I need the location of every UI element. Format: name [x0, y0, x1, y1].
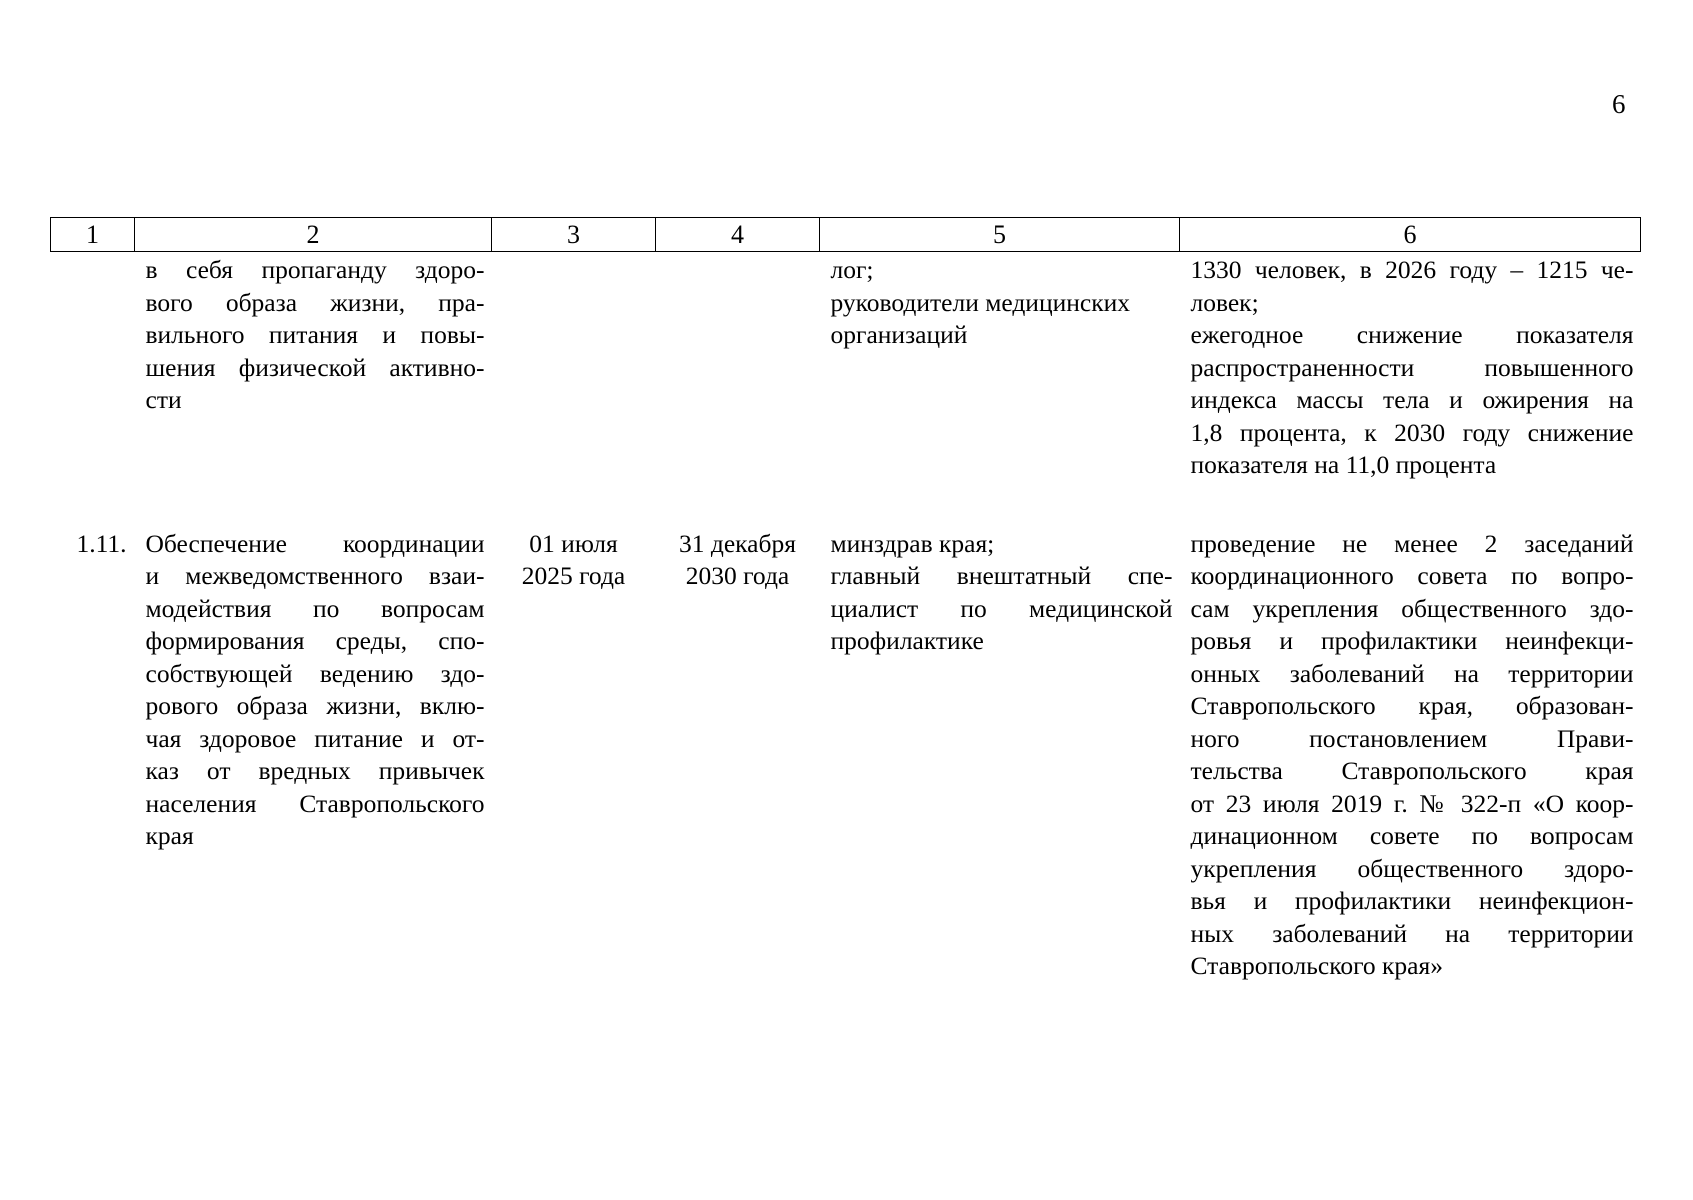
text-line: профилактике — [830, 626, 984, 655]
table-body — [51, 252, 1641, 983]
header-col-5: 5 — [820, 218, 1180, 252]
text-line: индекса массы тела и ожирения на — [1190, 385, 1634, 414]
text-line: ежегодное снижение показателя — [1190, 320, 1634, 349]
text-line: Ставропольского края» — [1190, 951, 1443, 980]
responsible-cell — [820, 514, 1180, 983]
text-line: собствующей ведению здо- — [145, 658, 485, 688]
text-line: координационного совета по вопро- — [1190, 561, 1634, 590]
header-col-4: 4 — [656, 218, 820, 252]
text-line: 1,8 процента, к 2030 году снижение — [1190, 417, 1634, 447]
text-line: сти — [145, 385, 182, 414]
text-line: 1330 человек, в 2026 году – 1215 че- — [1190, 255, 1634, 284]
text-line: вья и профилактики неинфекцион- — [1190, 886, 1634, 915]
page-number: 6 — [1612, 89, 1626, 119]
text-line: чая здоровое питание и от- — [145, 723, 485, 753]
table-header — [51, 218, 1641, 252]
text-line: ровья и профилактики неинфекци- — [1190, 626, 1634, 655]
text-line: минздрав края; — [830, 528, 995, 558]
table-row — [51, 514, 1641, 983]
table-row — [51, 252, 1641, 514]
row-number — [51, 252, 135, 514]
text-line: каз от вредных привычек — [145, 756, 485, 785]
text-line: тельства Ставропольского края — [1190, 756, 1634, 785]
text-line: вого образа жизни, пра- — [145, 287, 485, 317]
activity-cell — [135, 252, 492, 514]
text-line: рового образа жизни, вклю- — [145, 691, 485, 720]
text-line: распространенности повышенного — [1190, 352, 1634, 382]
plan-table — [50, 217, 1641, 983]
activity-cell — [135, 514, 492, 983]
text-line: в себя пропаганду здоро- — [145, 255, 485, 284]
text-line: 2025 года — [521, 561, 626, 590]
header-col-2: 2 — [135, 218, 492, 252]
row-number: 1.11. — [76, 528, 127, 558]
start-date-cell — [492, 252, 656, 514]
text-line: организаций — [830, 320, 968, 349]
text-line: Ставропольского края, образован- — [1190, 691, 1634, 720]
text-line: Обеспечение координации — [145, 528, 485, 558]
text-line: вильного питания и повы- — [145, 320, 485, 349]
text-line: 01 июля — [529, 528, 618, 558]
text-line: показателя на 11,0 процента — [1190, 450, 1497, 479]
text-line: ных заболеваний на территории — [1190, 918, 1634, 948]
text-line: сам укрепления общественного здо- — [1190, 593, 1634, 623]
text-line: укрепления общественного здоро- — [1190, 853, 1634, 883]
text-line: ловек; — [1190, 287, 1259, 317]
text-line: главный внештатный спе- — [830, 561, 1173, 590]
text-line: от 23 июля 2019 г. № 322-п «О коор- — [1190, 788, 1634, 818]
text-line: ного постановлением Прави- — [1190, 723, 1634, 753]
text-line: циалист по медицинской — [830, 593, 1173, 623]
result-cell — [1180, 514, 1641, 983]
text-line: края — [145, 821, 194, 850]
end-date-cell — [656, 514, 820, 983]
header-col-6: 6 — [1180, 218, 1641, 252]
text-line: лог; — [830, 255, 874, 284]
responsible-cell — [820, 252, 1180, 514]
text-line: проведение не менее 2 заседаний — [1190, 528, 1634, 558]
text-line: 2030 года — [685, 561, 790, 590]
header-col-3: 3 — [492, 218, 656, 252]
text-line: и межведомственного взаи- — [145, 561, 485, 590]
text-line: 31 декабря — [679, 528, 796, 558]
text-line: формирования среды, спо- — [145, 626, 485, 655]
header-row — [51, 218, 1641, 252]
text-line: модействия по вопросам — [145, 593, 485, 623]
text-line: населения Ставропольского — [145, 788, 485, 818]
text-line: динационном совете по вопросам — [1190, 821, 1634, 850]
text-line: шения физической активно- — [145, 352, 485, 382]
result-cell — [1180, 252, 1641, 514]
end-date-cell — [656, 252, 820, 514]
text-line: онных заболеваний на территории — [1190, 658, 1634, 688]
start-date-cell — [492, 514, 656, 983]
header-col-1: 1 — [51, 218, 135, 252]
text-line: руководители медицинских — [830, 287, 1131, 317]
